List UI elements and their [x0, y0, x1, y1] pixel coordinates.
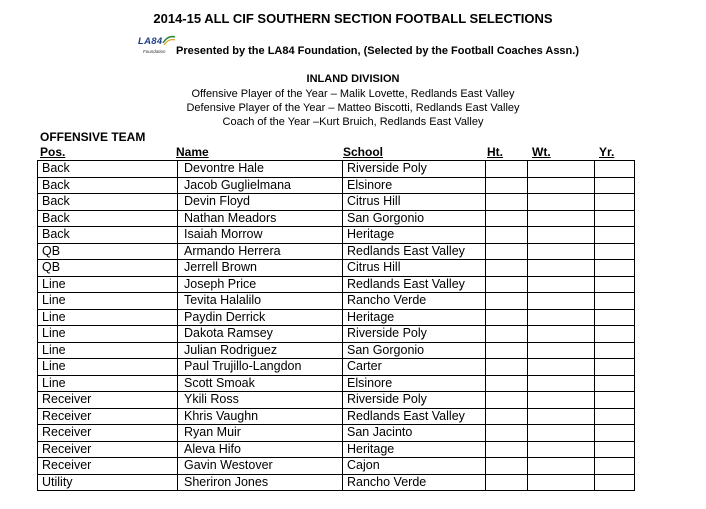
year-cell: [595, 243, 635, 260]
position-cell: Back: [38, 227, 178, 244]
school-cell: Carter: [343, 359, 486, 376]
logo-swoosh-icon: [162, 34, 176, 48]
weight-cell: [528, 309, 595, 326]
roster-table: [37, 160, 635, 491]
table-row: [38, 392, 635, 409]
logo-text: LA84: [138, 36, 163, 47]
position-cell: Back: [38, 177, 178, 194]
height-cell: [486, 425, 528, 442]
year-cell: [595, 342, 635, 359]
weight-cell: [528, 161, 595, 178]
table-row: [38, 309, 635, 326]
column-header-school: School: [343, 145, 384, 159]
position-cell: Receiver: [38, 458, 178, 475]
position-cell: Back: [38, 194, 178, 211]
position-cell: Line: [38, 342, 178, 359]
year-cell: [595, 194, 635, 211]
year-cell: [595, 210, 635, 227]
table-row: [38, 260, 635, 277]
school-cell: Heritage: [343, 441, 486, 458]
position-cell: Back: [38, 210, 178, 227]
table-row: [38, 326, 635, 343]
year-cell: [595, 293, 635, 310]
school-cell: Redlands East Valley: [343, 276, 486, 293]
height-cell: [486, 359, 528, 376]
table-row: [38, 177, 635, 194]
column-header-yr: Yr.: [599, 145, 615, 159]
school-cell: Citrus Hill: [343, 194, 486, 211]
table-row: [38, 425, 635, 442]
position-cell: Line: [38, 276, 178, 293]
position-cell: QB: [38, 243, 178, 260]
player-name-cell: Ryan Muir: [178, 425, 343, 442]
position-cell: Utility: [38, 474, 178, 491]
position-cell: Back: [38, 161, 178, 178]
table-row: [38, 194, 635, 211]
player-name-cell: Ykili Ross: [178, 392, 343, 409]
defensive-player-award: Defensive Player of the Year – Matteo Biscotti, Redlands East Valley: [186, 102, 520, 114]
position-cell: Receiver: [38, 441, 178, 458]
la84-logo: [136, 34, 176, 60]
player-name-cell: Sheriron Jones: [178, 474, 343, 491]
player-name-cell: Nathan Meadors: [178, 210, 343, 227]
year-cell: [595, 458, 635, 475]
weight-cell: [528, 474, 595, 491]
school-cell: Riverside Poly: [343, 161, 486, 178]
school-cell: San Gorgonio: [343, 210, 486, 227]
document-title: 2014-15 ALL CIF SOUTHERN SECTION FOOTBALL SELECTIONS: [153, 11, 553, 26]
player-name-cell: Khris Vaughn: [178, 408, 343, 425]
height-cell: [486, 260, 528, 277]
height-cell: [486, 309, 528, 326]
player-name-cell: Gavin Westover: [178, 458, 343, 475]
weight-cell: [528, 210, 595, 227]
table-row: [38, 441, 635, 458]
height-cell: [486, 177, 528, 194]
weight-cell: [528, 194, 595, 211]
school-cell: Cajon: [343, 458, 486, 475]
table-row: [38, 359, 635, 376]
table-row: [38, 276, 635, 293]
player-name-cell: Tevita Halalilo: [178, 293, 343, 310]
height-cell: [486, 161, 528, 178]
weight-cell: [528, 227, 595, 244]
player-name-cell: Dakota Ramsey: [178, 326, 343, 343]
year-cell: [595, 276, 635, 293]
player-name-cell: Isaiah Morrow: [178, 227, 343, 244]
weight-cell: [528, 276, 595, 293]
player-name-cell: Julian Rodriguez: [178, 342, 343, 359]
height-cell: [486, 408, 528, 425]
height-cell: [486, 392, 528, 409]
school-cell: Heritage: [343, 309, 486, 326]
year-cell: [595, 326, 635, 343]
table-row: [38, 210, 635, 227]
year-cell: [595, 375, 635, 392]
column-header-ht: Ht.: [487, 145, 503, 159]
height-cell: [486, 194, 528, 211]
school-cell: San Jacinto: [343, 425, 486, 442]
height-cell: [486, 227, 528, 244]
column-header-wt: Wt.: [532, 145, 551, 159]
year-cell: [595, 359, 635, 376]
weight-cell: [528, 375, 595, 392]
table-row: [38, 474, 635, 491]
table-row: [38, 243, 635, 260]
player-name-cell: Aleva Hifo: [178, 441, 343, 458]
school-cell: Elsinore: [343, 375, 486, 392]
table-row: [38, 342, 635, 359]
weight-cell: [528, 326, 595, 343]
player-name-cell: Paydin Derrick: [178, 309, 343, 326]
player-name-cell: Jacob Guglielmana: [178, 177, 343, 194]
height-cell: [486, 293, 528, 310]
year-cell: [595, 309, 635, 326]
presented-by-line: Presented by the LA84 Foundation, (Selected by the Football Coaches Assn.): [176, 45, 579, 57]
school-cell: Redlands East Valley: [343, 243, 486, 260]
year-cell: [595, 227, 635, 244]
height-cell: [486, 326, 528, 343]
team-heading: OFFENSIVE TEAM: [40, 130, 146, 144]
table-row: [38, 408, 635, 425]
school-cell: Citrus Hill: [343, 260, 486, 277]
year-cell: [595, 425, 635, 442]
school-cell: Riverside Poly: [343, 392, 486, 409]
weight-cell: [528, 359, 595, 376]
weight-cell: [528, 392, 595, 409]
table-row: [38, 227, 635, 244]
table-row: [38, 375, 635, 392]
year-cell: [595, 441, 635, 458]
weight-cell: [528, 342, 595, 359]
position-cell: Line: [38, 326, 178, 343]
weight-cell: [528, 177, 595, 194]
weight-cell: [528, 425, 595, 442]
weight-cell: [528, 260, 595, 277]
player-name-cell: Scott Smoak: [178, 375, 343, 392]
table-row: [38, 458, 635, 475]
column-header-name: Name: [176, 145, 209, 159]
table-row: [38, 293, 635, 310]
year-cell: [595, 392, 635, 409]
player-name-cell: Devontre Hale: [178, 161, 343, 178]
school-cell: Heritage: [343, 227, 486, 244]
weight-cell: [528, 458, 595, 475]
division-heading: INLAND DIVISION: [306, 73, 400, 85]
player-name-cell: Jerrell Brown: [178, 260, 343, 277]
logo-subtext: Foundation: [143, 49, 166, 54]
year-cell: [595, 474, 635, 491]
position-cell: Receiver: [38, 425, 178, 442]
school-cell: Redlands East Valley: [343, 408, 486, 425]
player-name-cell: Paul Trujillo-Langdon: [178, 359, 343, 376]
school-cell: Rancho Verde: [343, 293, 486, 310]
height-cell: [486, 342, 528, 359]
school-cell: Rancho Verde: [343, 474, 486, 491]
position-cell: Receiver: [38, 392, 178, 409]
position-cell: Line: [38, 375, 178, 392]
height-cell: [486, 375, 528, 392]
school-cell: Riverside Poly: [343, 326, 486, 343]
player-name-cell: Devin Floyd: [178, 194, 343, 211]
height-cell: [486, 441, 528, 458]
height-cell: [486, 474, 528, 491]
position-cell: Line: [38, 293, 178, 310]
position-cell: Line: [38, 309, 178, 326]
weight-cell: [528, 243, 595, 260]
height-cell: [486, 210, 528, 227]
player-name-cell: Armando Herrera: [178, 243, 343, 260]
weight-cell: [528, 293, 595, 310]
table-row: [38, 161, 635, 178]
year-cell: [595, 260, 635, 277]
year-cell: [595, 177, 635, 194]
offensive-player-award: Offensive Player of the Year – Malik Lovette, Redlands East Valley: [191, 88, 515, 100]
player-name-cell: Joseph Price: [178, 276, 343, 293]
school-cell: San Gorgonio: [343, 342, 486, 359]
coach-award: Coach of the Year –Kurt Bruich, Redlands East Valley: [222, 116, 484, 128]
height-cell: [486, 458, 528, 475]
height-cell: [486, 276, 528, 293]
school-cell: Elsinore: [343, 177, 486, 194]
weight-cell: [528, 441, 595, 458]
year-cell: [595, 161, 635, 178]
column-header-pos: Pos.: [40, 145, 66, 159]
year-cell: [595, 408, 635, 425]
height-cell: [486, 243, 528, 260]
position-cell: Receiver: [38, 408, 178, 425]
weight-cell: [528, 408, 595, 425]
position-cell: QB: [38, 260, 178, 277]
position-cell: Line: [38, 359, 178, 376]
